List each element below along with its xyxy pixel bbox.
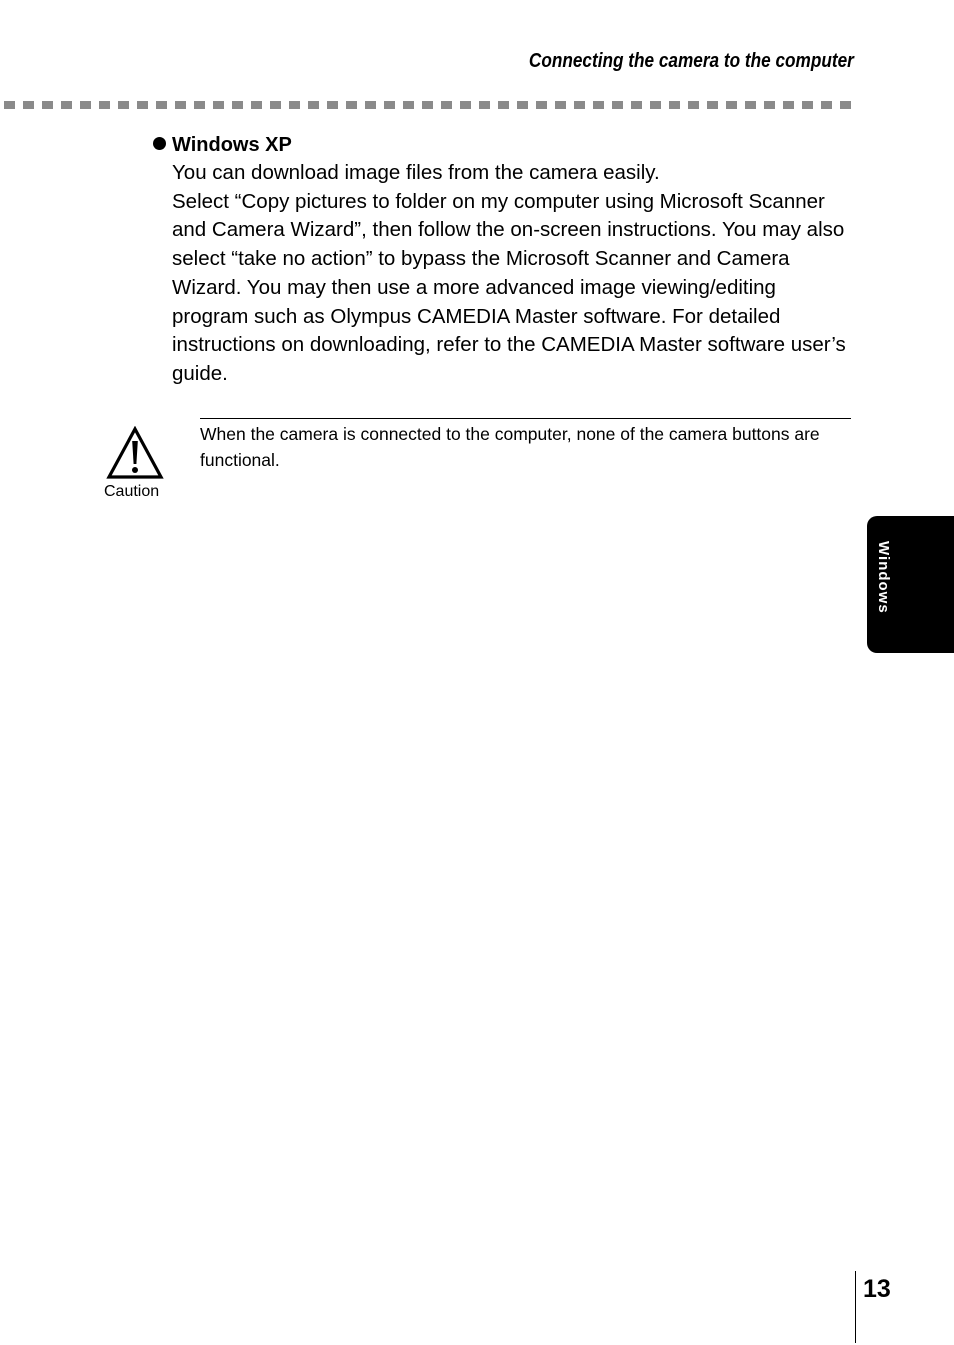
page-number: 13 bbox=[863, 1275, 891, 1303]
warning-triangle-icon bbox=[106, 426, 164, 480]
caution-text: When the camera is connected to the computer, none of the camera buttons are functional. bbox=[200, 424, 820, 470]
running-header: Connecting the camera to the computer bbox=[529, 50, 854, 72]
dashed-divider bbox=[4, 101, 859, 109]
windows-xp-section bbox=[153, 131, 853, 389]
side-tab-windows[interactable] bbox=[867, 516, 954, 653]
side-tab-label: Windows bbox=[875, 541, 892, 614]
section-paragraph-2: Select “Copy pictures to folder on my computer using Microsoft Scanner and Camera Wizard”, then follow the on-screen instructions. You may also select “take no action” to bypass the Microsoft Scanner and Camera Wizard. You may then use a more advanced image viewing/editing program such as Olympus CAMEDIA Master software. For detailed instructions on downloading, refer to the CAMEDIA Master software user’s guide. bbox=[172, 189, 846, 385]
bullet-icon bbox=[153, 137, 166, 150]
section-heading bbox=[153, 131, 853, 159]
caution-label: Caution bbox=[104, 483, 160, 500]
section-paragraph-1: You can download image files from the camera easily. bbox=[172, 161, 660, 184]
caution-note bbox=[200, 418, 851, 473]
caution-icon-block bbox=[104, 426, 166, 501]
page-number-rule bbox=[855, 1271, 856, 1343]
section-heading-text: Windows XP bbox=[172, 134, 292, 156]
section-body bbox=[172, 159, 853, 389]
